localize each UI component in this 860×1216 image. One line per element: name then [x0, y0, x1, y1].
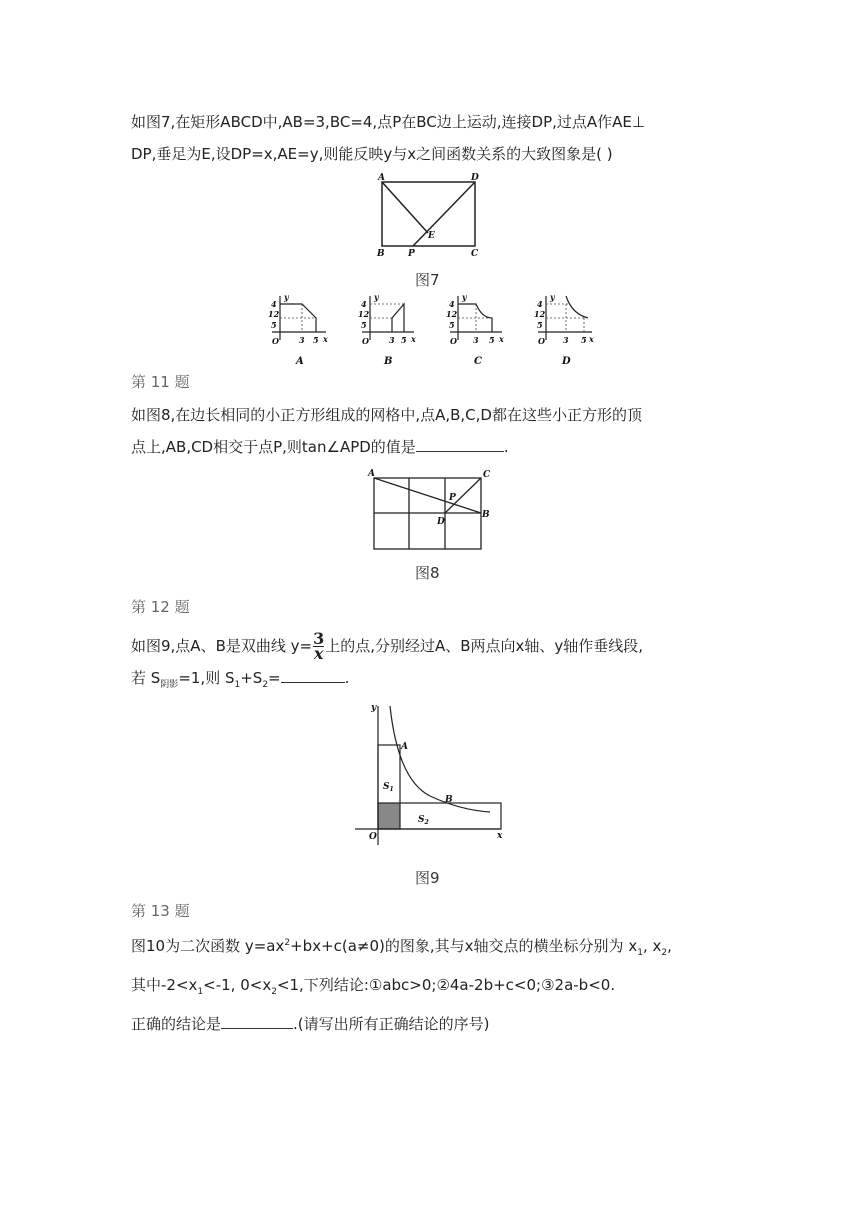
q13-line-1-c: , x: [642, 937, 662, 955]
q12-sub-shadow: 阴影: [160, 680, 179, 690]
opt-b-x: x: [411, 334, 416, 344]
fig9-point-A: A: [401, 742, 408, 752]
fig9-y-axis: y: [371, 703, 377, 713]
q13-line-1: [131, 927, 731, 969]
grid-label-C: C: [483, 470, 491, 480]
opt-a-xtick-5: 5: [313, 335, 319, 345]
opt-a-xtick-3: 3: [299, 335, 305, 345]
q13-sub-x2: 2: [661, 948, 668, 958]
fraction-denominator: x: [313, 644, 324, 663]
q13-line-2: [131, 969, 731, 1008]
opt-d-tick-4: 4: [537, 299, 543, 309]
opt-c-xtick-3: 3: [473, 335, 479, 345]
opt-c-tick-4: 4: [449, 299, 455, 309]
q12-line-2-end: .: [344, 669, 350, 687]
q13-line-3-b: .(请写出所有正确结论的序号): [293, 1015, 490, 1033]
label-B: B: [377, 249, 385, 259]
opt-d-tick-5: 5: [537, 320, 543, 330]
q12-line-2-plus: +S: [240, 669, 263, 687]
fraction-numerator: 3: [313, 629, 325, 648]
q13-sub-x1: 1: [637, 948, 643, 958]
q11-line-2-end: .: [503, 438, 509, 456]
fig9-x-axis: x: [497, 831, 503, 841]
grid-label-D: D: [437, 517, 445, 527]
opt-b-tick-5: 5: [361, 320, 367, 330]
opt-a-tick-5: 5: [271, 320, 277, 330]
q13-line-1-a: 图10为二次函数 y=ax: [131, 937, 285, 955]
fig9-S1: $S_1$: [383, 782, 394, 793]
q13-line-2-sub1: 1: [197, 987, 204, 997]
q12-sub-1: 1: [234, 680, 241, 690]
q13-line-1-b: +bx+c(a≠0)的图象,其与x轴交点的横坐标分别为 x: [290, 937, 638, 955]
option-a-label: A: [296, 356, 304, 367]
grid-label-A: A: [368, 469, 375, 479]
opt-b-o: O: [362, 336, 369, 346]
q13-line-2-a: 其中-2<x: [131, 976, 198, 994]
opt-c-tick-12: 12: [446, 309, 458, 319]
q10-line-2: DP,垂足为E,设DP=x,AE=y,则能反映y与x之间函数关系的大致图象是( ): [131, 145, 613, 163]
figure-8-caption: 图8: [415, 564, 440, 582]
q13-line-3-a: 正确的结论是: [131, 1015, 222, 1033]
figure-9-caption: 图9: [415, 869, 440, 887]
option-b-label: B: [384, 356, 393, 367]
label-C: C: [471, 249, 479, 259]
q12-line-1-a: 如图9,点A、B是双曲线 y=: [131, 637, 313, 655]
label-A: A: [378, 173, 385, 183]
opt-c-tick-5: 5: [449, 320, 455, 330]
q11-line-1: 如图8,在边长相同的小正方形组成的网格中,点A,B,C,D都在这些小正方形的顶: [131, 406, 642, 424]
opt-b-tick-4: 4: [361, 299, 367, 309]
q13-line-2-sub2: 2: [271, 987, 277, 997]
q13-sup-2: 2: [284, 938, 291, 948]
question-11-number: 第 11 题: [131, 373, 190, 391]
grid-label-B: B: [482, 510, 490, 520]
opt-a-tick-12: 12: [268, 309, 280, 319]
label-P: P: [408, 249, 415, 259]
q12-line-2-b: =1,则 S: [178, 669, 235, 687]
q11-line-2-text: 点上,AB,CD相交于点P,则tan∠APD的值是: [131, 438, 416, 456]
opt-d-xtick-5: 5: [581, 335, 587, 345]
q12-line-1-b: 上的点,分别经过A、B两点向x轴、y轴作垂线段,: [325, 637, 644, 655]
opt-c-xtick-5: 5: [489, 335, 495, 345]
q12-line-2-a: 若 S: [131, 669, 161, 687]
opt-d-o: O: [538, 336, 545, 346]
option-d-label: D: [562, 356, 571, 367]
opt-c-y: y: [462, 292, 467, 302]
figure-7-caption: 图7: [415, 271, 440, 289]
question-12-number: 第 12 题: [131, 598, 190, 616]
q13-line-1-d: ,: [667, 937, 672, 955]
opt-b-tick-12: 12: [358, 309, 370, 319]
grid-label-P: P: [449, 493, 456, 503]
opt-c-o: O: [450, 336, 457, 346]
question-13-number: 第 13 题: [131, 902, 190, 920]
opt-d-x: x: [589, 334, 594, 344]
opt-a-o: O: [272, 336, 279, 346]
q13-line-3: [131, 1008, 731, 1040]
q13-answer-blank[interactable]: [221, 1010, 293, 1029]
fig9-point-B: B: [445, 795, 453, 805]
opt-c-x: x: [499, 334, 504, 344]
opt-a-y: y: [284, 292, 289, 302]
q13-text: [131, 927, 731, 1040]
q13-line-2-c: <1,下列结论:①abc>0;②4a-2b+c<0;③2a-b<0.: [276, 976, 616, 994]
opt-b-xtick-3: 3: [389, 335, 395, 345]
opt-b-xtick-5: 5: [401, 335, 407, 345]
opt-a-x: x: [323, 334, 328, 344]
q12-line-2-eq: =: [268, 669, 281, 687]
option-c-label: C: [474, 356, 482, 367]
opt-d-xtick-3: 3: [563, 335, 569, 345]
q10-line-1: 如图7,在矩形ABCD中,AB=3,BC=4,点P在BC边上运动,连接DP,过点A作AE⊥: [131, 113, 645, 131]
q13-line-2-b: <-1, 0<x: [203, 976, 272, 994]
opt-b-y: y: [374, 292, 379, 302]
label-D: D: [471, 173, 479, 183]
opt-d-tick-12: 12: [534, 309, 546, 319]
fig9-S2: $S_2$: [418, 815, 429, 826]
opt-d-y: y: [550, 292, 555, 302]
q12-sub-2: 2: [262, 680, 269, 690]
fig9-origin: O: [369, 832, 377, 842]
opt-a-tick-4: 4: [271, 299, 277, 309]
label-E: E: [428, 231, 435, 241]
